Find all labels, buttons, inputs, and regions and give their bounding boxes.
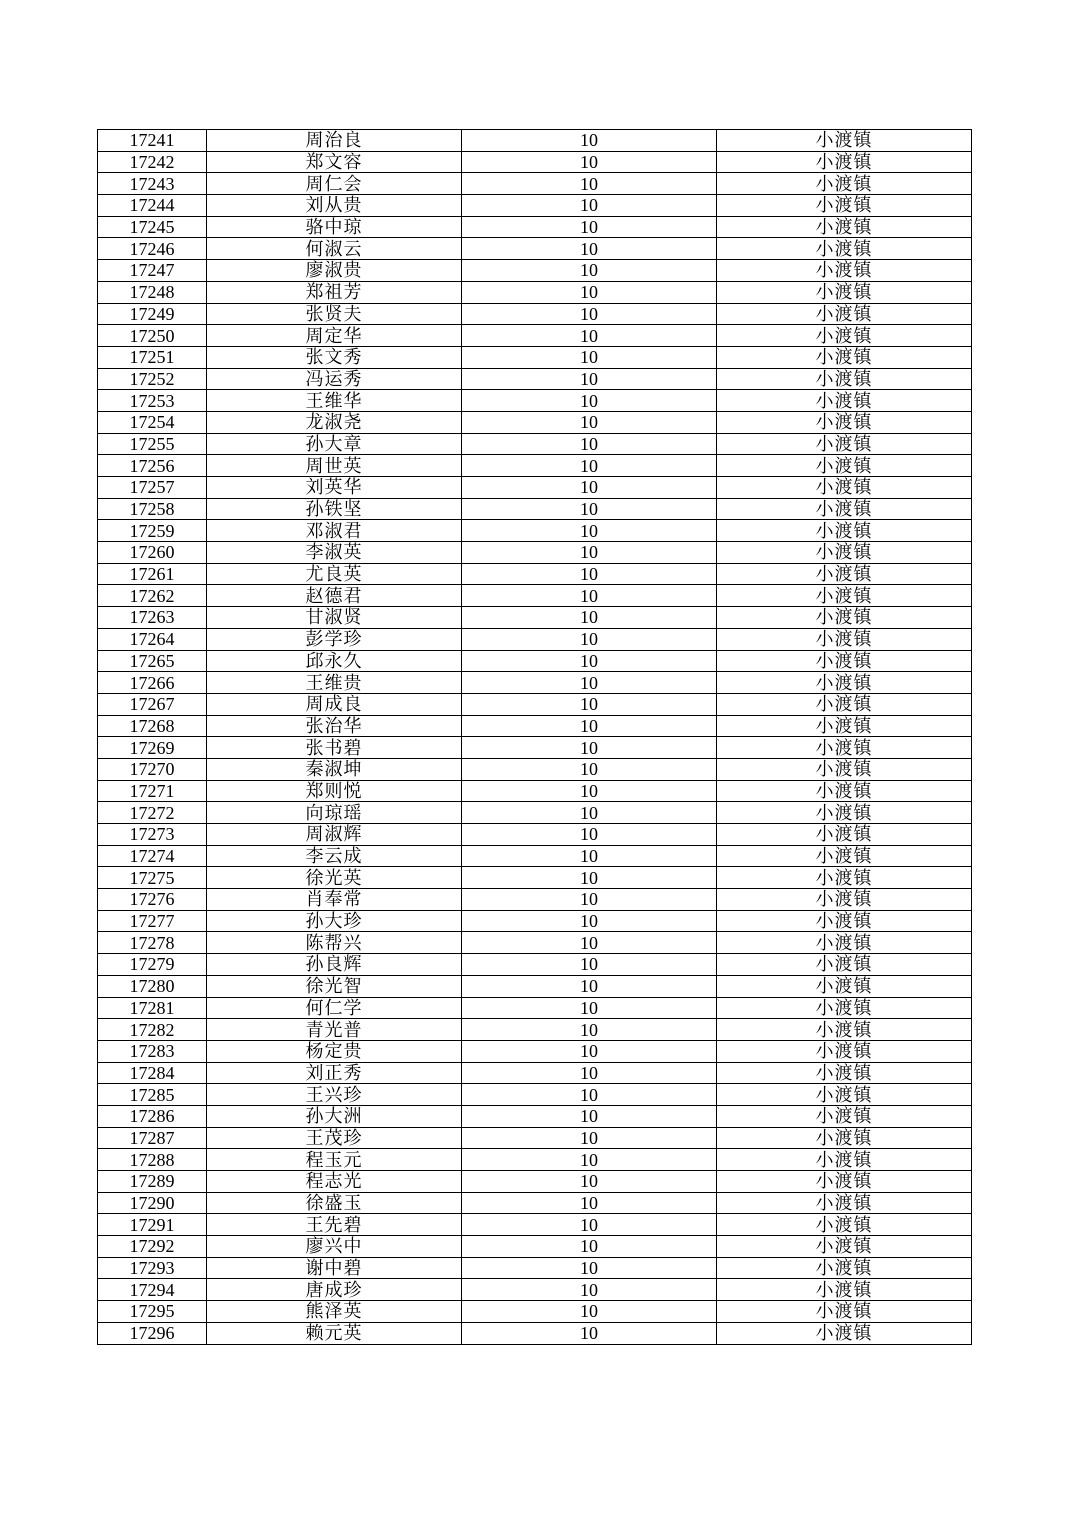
table-row (98, 867, 972, 889)
cell-id: 17280 (98, 975, 207, 997)
cell-town: 小渡镇 (717, 932, 972, 954)
cell-town: 小渡镇 (717, 997, 972, 1019)
cell-id: 17269 (98, 737, 207, 759)
cell-town: 小渡镇 (717, 281, 972, 303)
table-row (98, 975, 972, 997)
cell-name: 肖奉常 (207, 889, 462, 911)
cell-amount: 10 (462, 1149, 717, 1171)
cell-name: 孙良辉 (207, 954, 462, 976)
cell-town: 小渡镇 (717, 1257, 972, 1279)
cell-id: 17274 (98, 845, 207, 867)
cell-amount: 10 (462, 824, 717, 846)
cell-name: 王维贵 (207, 672, 462, 694)
cell-town: 小渡镇 (717, 867, 972, 889)
cell-amount: 10 (462, 151, 717, 173)
cell-amount: 10 (462, 1257, 717, 1279)
table-row (98, 932, 972, 954)
cell-town: 小渡镇 (717, 737, 972, 759)
cell-name: 唐成珍 (207, 1279, 462, 1301)
cell-amount: 10 (462, 130, 717, 152)
table-row (98, 238, 972, 260)
cell-id: 17285 (98, 1084, 207, 1106)
cell-amount: 10 (462, 954, 717, 976)
cell-town: 小渡镇 (717, 563, 972, 585)
cell-town: 小渡镇 (717, 498, 972, 520)
table-row (98, 1301, 972, 1323)
table-row (98, 1127, 972, 1149)
cell-town: 小渡镇 (717, 238, 972, 260)
cell-town: 小渡镇 (717, 1062, 972, 1084)
cell-name: 周治良 (207, 130, 462, 152)
cell-amount: 10 (462, 1040, 717, 1062)
cell-id: 17275 (98, 867, 207, 889)
table-row (98, 216, 972, 238)
cell-amount: 10 (462, 1171, 717, 1193)
cell-name: 熊泽英 (207, 1301, 462, 1323)
table-row (98, 542, 972, 564)
cell-amount: 10 (462, 1301, 717, 1323)
cell-id: 17281 (98, 997, 207, 1019)
cell-name: 郑则悦 (207, 780, 462, 802)
cell-amount: 10 (462, 780, 717, 802)
table-row (98, 607, 972, 629)
cell-amount: 10 (462, 1322, 717, 1344)
table-row (98, 628, 972, 650)
cell-id: 17266 (98, 672, 207, 694)
cell-name: 郑文容 (207, 151, 462, 173)
cell-amount: 10 (462, 672, 717, 694)
table-row (98, 650, 972, 672)
cell-name: 周成良 (207, 693, 462, 715)
cell-amount: 10 (462, 433, 717, 455)
cell-name: 孙大珍 (207, 910, 462, 932)
cell-amount: 10 (462, 238, 717, 260)
cell-amount: 10 (462, 173, 717, 195)
cell-id: 17252 (98, 368, 207, 390)
table-row (98, 1149, 972, 1171)
cell-town: 小渡镇 (717, 216, 972, 238)
cell-town: 小渡镇 (717, 1040, 972, 1062)
cell-town: 小渡镇 (717, 346, 972, 368)
cell-town: 小渡镇 (717, 1214, 972, 1236)
cell-town: 小渡镇 (717, 1171, 972, 1193)
cell-town: 小渡镇 (717, 455, 972, 477)
cell-id: 17273 (98, 824, 207, 846)
cell-id: 17267 (98, 693, 207, 715)
table-row (98, 1171, 972, 1193)
cell-id: 17277 (98, 910, 207, 932)
cell-town: 小渡镇 (717, 1279, 972, 1301)
cell-town: 小渡镇 (717, 975, 972, 997)
cell-id: 17287 (98, 1127, 207, 1149)
cell-town: 小渡镇 (717, 433, 972, 455)
table-row (98, 520, 972, 542)
cell-town: 小渡镇 (717, 151, 972, 173)
cell-name: 周仁会 (207, 173, 462, 195)
records-table-body (98, 130, 972, 1345)
cell-town: 小渡镇 (717, 585, 972, 607)
cell-name: 邱永久 (207, 650, 462, 672)
cell-name: 冯运秀 (207, 368, 462, 390)
cell-id: 17257 (98, 477, 207, 499)
cell-amount: 10 (462, 607, 717, 629)
cell-id: 17276 (98, 889, 207, 911)
cell-name: 周定华 (207, 325, 462, 347)
table-row (98, 672, 972, 694)
table-row (98, 1019, 972, 1041)
table-row (98, 1192, 972, 1214)
table-row (98, 1084, 972, 1106)
table-row (98, 910, 972, 932)
cell-name: 程玉元 (207, 1149, 462, 1171)
cell-name: 邓淑君 (207, 520, 462, 542)
cell-town: 小渡镇 (717, 1127, 972, 1149)
cell-name: 青光普 (207, 1019, 462, 1041)
cell-town: 小渡镇 (717, 715, 972, 737)
cell-amount: 10 (462, 910, 717, 932)
cell-town: 小渡镇 (717, 824, 972, 846)
cell-name: 李云成 (207, 845, 462, 867)
cell-amount: 10 (462, 346, 717, 368)
cell-id: 17263 (98, 607, 207, 629)
cell-amount: 10 (462, 975, 717, 997)
cell-name: 刘正秀 (207, 1062, 462, 1084)
cell-name: 张治华 (207, 715, 462, 737)
cell-name: 何淑云 (207, 238, 462, 260)
cell-amount: 10 (462, 628, 717, 650)
cell-amount: 10 (462, 693, 717, 715)
cell-amount: 10 (462, 411, 717, 433)
cell-name: 赖元英 (207, 1322, 462, 1344)
cell-id: 17295 (98, 1301, 207, 1323)
table-row (98, 455, 972, 477)
cell-town: 小渡镇 (717, 325, 972, 347)
records-table (97, 129, 972, 1345)
table-row (98, 780, 972, 802)
table-row (98, 411, 972, 433)
cell-amount: 10 (462, 281, 717, 303)
table-row (98, 1322, 972, 1344)
cell-town: 小渡镇 (717, 390, 972, 412)
cell-town: 小渡镇 (717, 802, 972, 824)
cell-id: 17244 (98, 195, 207, 217)
cell-amount: 10 (462, 715, 717, 737)
cell-town: 小渡镇 (717, 173, 972, 195)
table-row (98, 1214, 972, 1236)
table-row (98, 498, 972, 520)
table-row (98, 715, 972, 737)
cell-name: 陈帮兴 (207, 932, 462, 954)
table-row (98, 260, 972, 282)
cell-id: 17268 (98, 715, 207, 737)
cell-id: 17247 (98, 260, 207, 282)
table-row (98, 303, 972, 325)
cell-amount: 10 (462, 1279, 717, 1301)
cell-id: 17293 (98, 1257, 207, 1279)
cell-town: 小渡镇 (717, 954, 972, 976)
cell-name: 程志光 (207, 1171, 462, 1193)
cell-amount: 10 (462, 195, 717, 217)
table-row (98, 368, 972, 390)
table-row (98, 1062, 972, 1084)
table-row (98, 1279, 972, 1301)
cell-amount: 10 (462, 542, 717, 564)
cell-amount: 10 (462, 498, 717, 520)
cell-name: 徐光智 (207, 975, 462, 997)
table-row (98, 1236, 972, 1258)
table-row (98, 954, 972, 976)
cell-amount: 10 (462, 325, 717, 347)
cell-amount: 10 (462, 1084, 717, 1106)
cell-id: 17279 (98, 954, 207, 976)
cell-amount: 10 (462, 889, 717, 911)
table-row (98, 802, 972, 824)
cell-name: 孙大章 (207, 433, 462, 455)
cell-id: 17249 (98, 303, 207, 325)
cell-id: 17251 (98, 346, 207, 368)
cell-town: 小渡镇 (717, 889, 972, 911)
cell-name: 周世英 (207, 455, 462, 477)
cell-id: 17284 (98, 1062, 207, 1084)
cell-id: 17241 (98, 130, 207, 152)
cell-id: 17278 (98, 932, 207, 954)
cell-town: 小渡镇 (717, 1236, 972, 1258)
cell-amount: 10 (462, 802, 717, 824)
cell-id: 17288 (98, 1149, 207, 1171)
cell-id: 17242 (98, 151, 207, 173)
cell-id: 17259 (98, 520, 207, 542)
cell-amount: 10 (462, 1236, 717, 1258)
cell-id: 17262 (98, 585, 207, 607)
cell-amount: 10 (462, 758, 717, 780)
table-row (98, 585, 972, 607)
cell-id: 17243 (98, 173, 207, 195)
cell-town: 小渡镇 (717, 260, 972, 282)
cell-amount: 10 (462, 932, 717, 954)
cell-name: 向琼瑶 (207, 802, 462, 824)
cell-id: 17272 (98, 802, 207, 824)
cell-id: 17248 (98, 281, 207, 303)
cell-id: 17255 (98, 433, 207, 455)
cell-town: 小渡镇 (717, 368, 972, 390)
cell-town: 小渡镇 (717, 1301, 972, 1323)
cell-name: 廖淑贵 (207, 260, 462, 282)
cell-amount: 10 (462, 1019, 717, 1041)
cell-amount: 10 (462, 260, 717, 282)
cell-amount: 10 (462, 650, 717, 672)
cell-name: 廖兴中 (207, 1236, 462, 1258)
cell-amount: 10 (462, 997, 717, 1019)
cell-town: 小渡镇 (717, 1019, 972, 1041)
table-row (98, 195, 972, 217)
cell-town: 小渡镇 (717, 650, 972, 672)
cell-id: 17254 (98, 411, 207, 433)
cell-name: 甘淑贤 (207, 607, 462, 629)
cell-amount: 10 (462, 867, 717, 889)
cell-town: 小渡镇 (717, 1192, 972, 1214)
table-row (98, 390, 972, 412)
cell-town: 小渡镇 (717, 628, 972, 650)
cell-amount: 10 (462, 563, 717, 585)
cell-name: 何仁学 (207, 997, 462, 1019)
cell-name: 张贤夫 (207, 303, 462, 325)
cell-amount: 10 (462, 303, 717, 325)
cell-town: 小渡镇 (717, 1322, 972, 1344)
cell-name: 徐盛玉 (207, 1192, 462, 1214)
table-row (98, 173, 972, 195)
table-row (98, 433, 972, 455)
cell-amount: 10 (462, 455, 717, 477)
table-row (98, 1257, 972, 1279)
table-row (98, 758, 972, 780)
cell-town: 小渡镇 (717, 195, 972, 217)
cell-name: 骆中琼 (207, 216, 462, 238)
cell-name: 王先碧 (207, 1214, 462, 1236)
cell-id: 17292 (98, 1236, 207, 1258)
cell-town: 小渡镇 (717, 845, 972, 867)
cell-town: 小渡镇 (717, 1105, 972, 1127)
cell-name: 尤良英 (207, 563, 462, 585)
cell-id: 17258 (98, 498, 207, 520)
cell-id: 17253 (98, 390, 207, 412)
cell-id: 17296 (98, 1322, 207, 1344)
table-row (98, 997, 972, 1019)
cell-id: 17283 (98, 1040, 207, 1062)
cell-town: 小渡镇 (717, 693, 972, 715)
cell-id: 17264 (98, 628, 207, 650)
cell-name: 孙大洲 (207, 1105, 462, 1127)
table-row (98, 845, 972, 867)
cell-town: 小渡镇 (717, 607, 972, 629)
cell-amount: 10 (462, 520, 717, 542)
table-row (98, 151, 972, 173)
table-row (98, 889, 972, 911)
cell-name: 张文秀 (207, 346, 462, 368)
cell-id: 17250 (98, 325, 207, 347)
table-row (98, 1040, 972, 1062)
cell-town: 小渡镇 (717, 1084, 972, 1106)
cell-town: 小渡镇 (717, 780, 972, 802)
cell-id: 17270 (98, 758, 207, 780)
cell-id: 17286 (98, 1105, 207, 1127)
cell-name: 郑祖芳 (207, 281, 462, 303)
cell-name: 孙铁坚 (207, 498, 462, 520)
cell-amount: 10 (462, 1105, 717, 1127)
table-row (98, 693, 972, 715)
cell-town: 小渡镇 (717, 542, 972, 564)
cell-name: 王兴珍 (207, 1084, 462, 1106)
cell-town: 小渡镇 (717, 520, 972, 542)
cell-name: 秦淑坤 (207, 758, 462, 780)
table-row (98, 130, 972, 152)
cell-name: 张书碧 (207, 737, 462, 759)
cell-id: 17260 (98, 542, 207, 564)
cell-id: 17282 (98, 1019, 207, 1041)
cell-amount: 10 (462, 390, 717, 412)
cell-amount: 10 (462, 1127, 717, 1149)
cell-name: 李淑英 (207, 542, 462, 564)
cell-town: 小渡镇 (717, 303, 972, 325)
cell-id: 17294 (98, 1279, 207, 1301)
cell-id: 17265 (98, 650, 207, 672)
cell-name: 刘英华 (207, 477, 462, 499)
cell-town: 小渡镇 (717, 672, 972, 694)
table-row (98, 563, 972, 585)
cell-amount: 10 (462, 737, 717, 759)
table-row (98, 281, 972, 303)
cell-id: 17245 (98, 216, 207, 238)
cell-id: 17271 (98, 780, 207, 802)
table-row (98, 346, 972, 368)
table-row (98, 477, 972, 499)
cell-name: 杨定贵 (207, 1040, 462, 1062)
cell-town: 小渡镇 (717, 910, 972, 932)
cell-amount: 10 (462, 585, 717, 607)
table-row (98, 737, 972, 759)
cell-amount: 10 (462, 1062, 717, 1084)
table-row (98, 824, 972, 846)
cell-name: 王维华 (207, 390, 462, 412)
cell-name: 赵德君 (207, 585, 462, 607)
cell-id: 17246 (98, 238, 207, 260)
cell-town: 小渡镇 (717, 130, 972, 152)
table-row (98, 1105, 972, 1127)
cell-id: 17289 (98, 1171, 207, 1193)
table-row (98, 325, 972, 347)
cell-town: 小渡镇 (717, 758, 972, 780)
cell-name: 周淑辉 (207, 824, 462, 846)
cell-amount: 10 (462, 368, 717, 390)
cell-name: 刘从贵 (207, 195, 462, 217)
cell-name: 谢中碧 (207, 1257, 462, 1279)
cell-town: 小渡镇 (717, 411, 972, 433)
cell-amount: 10 (462, 216, 717, 238)
cell-id: 17261 (98, 563, 207, 585)
cell-amount: 10 (462, 845, 717, 867)
cell-name: 龙淑尧 (207, 411, 462, 433)
cell-id: 17290 (98, 1192, 207, 1214)
cell-town: 小渡镇 (717, 1149, 972, 1171)
cell-name: 王茂珍 (207, 1127, 462, 1149)
cell-id: 17291 (98, 1214, 207, 1236)
cell-town: 小渡镇 (717, 477, 972, 499)
cell-name: 彭学珍 (207, 628, 462, 650)
cell-amount: 10 (462, 1214, 717, 1236)
cell-amount: 10 (462, 1192, 717, 1214)
cell-amount: 10 (462, 477, 717, 499)
cell-name: 徐光英 (207, 867, 462, 889)
cell-id: 17256 (98, 455, 207, 477)
